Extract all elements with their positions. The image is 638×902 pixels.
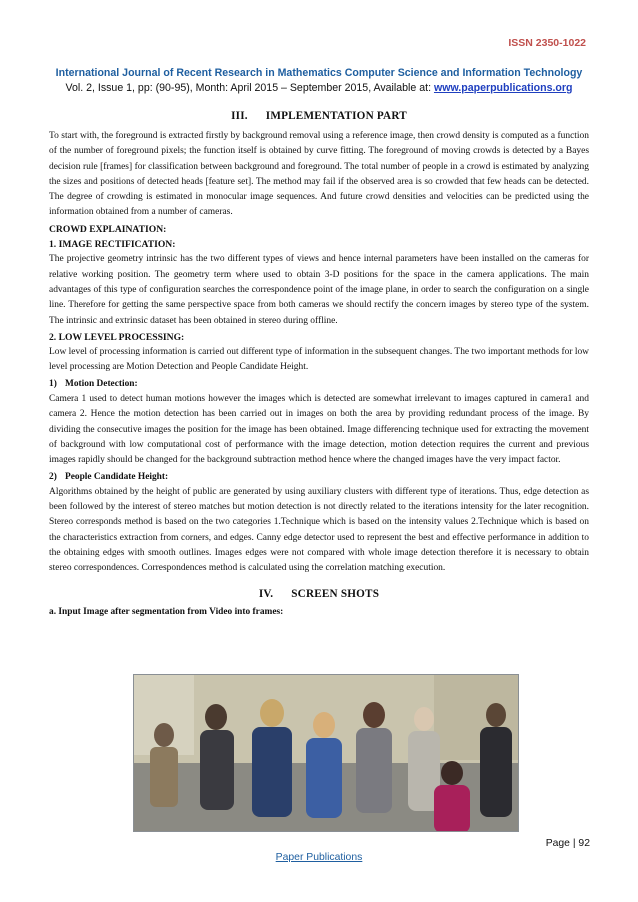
volume-text: Vol. 2, Issue 1, pp: (90-95), Month: April 2015 – September 2015, Available at: — [65, 82, 434, 94]
crowd-explanation-heading: CROWD EXPLAINATION: — [49, 223, 167, 235]
figure-caption: a. Input Image after segmentation from Video into frames: — [49, 606, 284, 617]
section-heading-screenshots — [49, 588, 589, 600]
volume-line — [0, 82, 638, 94]
image-rectification-heading: 1. IMAGE RECTIFICATION: — [49, 239, 176, 251]
journal-header — [0, 67, 638, 94]
person-figure-1 — [150, 723, 178, 807]
crowd-photo-illustration — [134, 675, 519, 832]
section-number: IV. — [258, 587, 274, 600]
page-number: Page | 92 — [545, 838, 590, 849]
intro-paragraph: To start with, the foreground is extracted firstly by background removal using a reference image, then crowd density is computed as a function of the number of foreground pixels; the function itself is obtained by curve fitting. The foreground of moving crowds is detected by a Bayes decision rule [frames] for classification between background and foreground. The total number of people in a crowd is estimated by analyzing the sizes and positions of detected heads [feature set]. The method may fail if the observed area is so crowded that few heads can be detected. The degree of crowding is estimated in monocular image sequences. And future crowd densities and velocities can be predicted using the information obtained from a number of cameras. — [49, 131, 589, 218]
journal-name: International Journal of Recent Research in Mathematics Computer Science and Information Technology — [55, 67, 583, 79]
people-candidate-height-heading — [49, 470, 589, 485]
website-link[interactable]: www.paperpublications.org — [433, 82, 573, 94]
motion-detection-heading — [49, 377, 589, 392]
section-number: III. — [231, 110, 248, 122]
low-level-processing-paragraph: Low level of processing information is carried out different type of information in the subsequent changes. The two important methods for low level processing are Motion Detection and People Candidate Height. — [49, 347, 589, 373]
section-title: SCREEN SHOTS — [291, 587, 380, 600]
low-level-processing-heading: 2. LOW LEVEL PROCESSING: — [49, 331, 185, 343]
motion-detection-paragraph: Camera 1 used to detect human motions however the images which is detected are somewhat irrelevant to images captured in camera1 and camera 2. Hence the motion detection has been carried out in images on both the area by providing redundant process of the image. By dividing the consecutive images the position for the image has been obtained. Image differencing technique used for extracting the movement of background with low computational cost of performance with the image detection, motion detection requires the current and previous images rapidly should be changed for the background subtraction method hence where the changed images have the very impact factor. — [49, 394, 589, 466]
people-candidate-height-paragraph: Algorithms obtained by the height of public are generated by using auxiliary clusters with different type of iterations. Thus, edge detection as been followed by the interest of stereo matches but motion detection is not directly related to the iterations intensity for the later recognition. Stereo corresponds method is based on the two categories 1.Technique which is based on the intensity values 2.Technique which is based on the characteristics extraction from corners, and edges. Canny edge detector used to represent the best and effective performance in addition to the obtaining edges with smooth outlines. Images edges were not compared with whole image detection therefore it is necessary to obtain stereo correspondences. Correspondences method is calculated using the correlation matching execution. — [49, 486, 589, 574]
image-rectification-paragraph: The projective geometry intrinsic has the two different types of views and hence internal parameters have been installed on the cameras for relative working position. The geometry term where used to obtain 3-D positions for the space in the camera applications. The main advantages of this type of configuration searches the correspondence point of the image plane, in order to search the configuration on a single line. Therefore for getting the same perspective space from both cameras we should rectify the concern images by stereo type of the system. The intrinsic and extrinsic dataset has been obtained in stereo during offline. — [49, 254, 589, 326]
section-title: IMPLEMENTATION PART — [265, 110, 407, 122]
people-candidate-height-title: People Candidate Height: — [65, 471, 169, 482]
crowd-video-frame-image — [133, 674, 519, 832]
section-heading-implementation — [49, 110, 589, 122]
motion-detection-title: Motion Detection: — [65, 378, 138, 389]
issn-label: ISSN 2350-1022 — [508, 37, 586, 49]
people-candidate-height-index: 2) — [49, 471, 57, 482]
article-body — [49, 110, 589, 617]
motion-detection-index: 1) — [49, 378, 57, 389]
publisher-footer[interactable]: Paper Publications — [275, 852, 363, 863]
